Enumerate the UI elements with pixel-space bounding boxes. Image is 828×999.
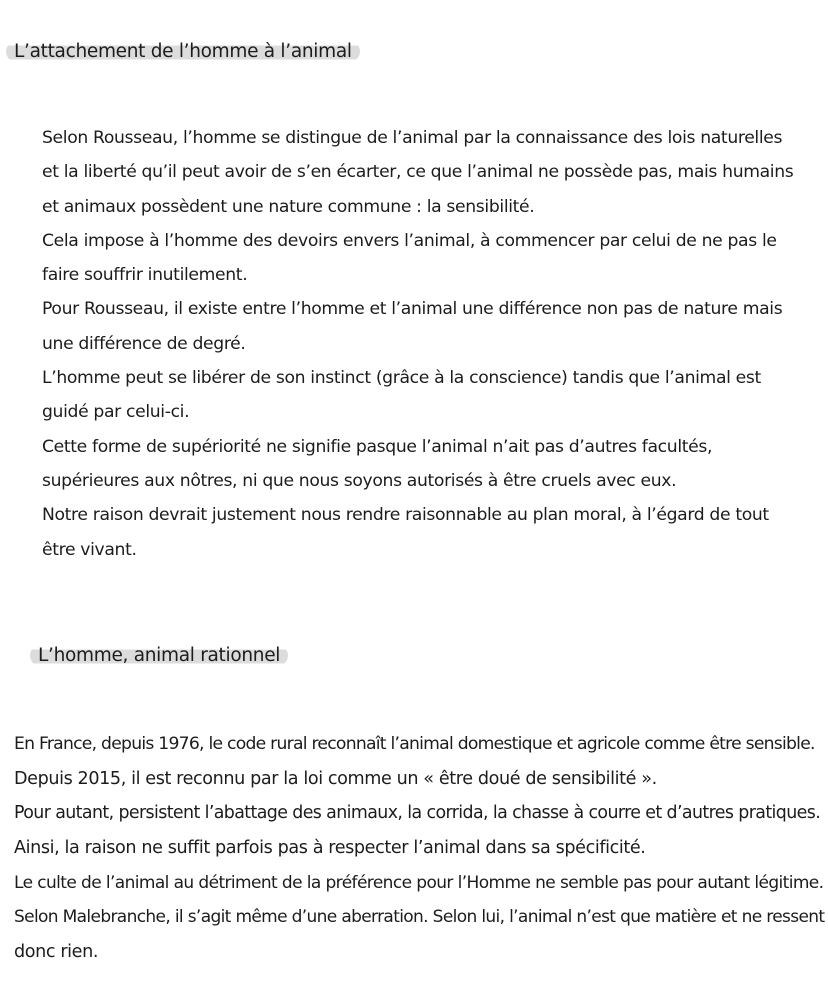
paragraph-line: Cette forme de supériorité ne signifie pasque l’animal n’ait pas d’autres facultés, <box>42 436 713 457</box>
paragraph-line: être vivant. <box>42 539 137 560</box>
section-2-body <box>14 727 824 970</box>
paragraph-line: une différence de degré. <box>42 333 246 354</box>
paragraph-line: Depuis 2015, il est reconnu par la loi comme un « être doué de sensibilité ». <box>14 768 657 789</box>
section-1-title: L’attachement de l’homme à l’animal <box>6 41 360 62</box>
paragraph-line: Pour autant, persistent l’abattage des animaux, la corrida, la chasse à courre et d’autres pratiques. <box>14 803 821 824</box>
paragraph-line: Selon Rousseau, l’homme se distingue de l’animal par la connaissance des lois naturelles <box>42 128 783 148</box>
paragraph-line: donc rien. <box>14 942 99 963</box>
paragraph-line: En France, depuis 1976, le code rural reconnaît l’animal domestique et agricole comme être sensible. <box>14 734 815 754</box>
section-2-heading <box>30 644 288 668</box>
paragraph-line: Pour Rousseau, il existe entre l’homme et l’animal une différence non pas de nature mais <box>42 299 783 320</box>
paragraph-line: Le culte de l’animal au détriment de la préférence pour l’Homme ne semble pas pour autant légitime. <box>14 872 824 893</box>
section-1-heading <box>6 40 360 64</box>
paragraph-line: L’homme peut se libérer de son instinct (grâce à la conscience) tandis que l’animal est <box>42 368 761 389</box>
section-2-title: L’homme, animal rationnel <box>30 645 288 666</box>
paragraph-line: Selon Malebranche, il s’agit même d’une aberration. Selon lui, l’animal n’est que matière et ne ressent <box>14 907 825 928</box>
paragraph-line: et animaux possèdent une nature commune : la sensibilité. <box>42 196 535 217</box>
paragraph-line: faire souffrir inutilement. <box>42 265 248 286</box>
paragraph-line: guidé par celui-ci. <box>42 402 190 423</box>
paragraph-line: Cela impose à l’homme des devoirs envers l’animal, à commencer par celui de ne pas le <box>42 230 777 251</box>
paragraph-line: Ainsi, la raison ne suffit parfois pas à respecter l’animal dans sa spécificité. <box>14 838 646 859</box>
paragraph-line: supérieures aux nôtres, ni que nous soyons autorisés à être cruels avec eux. <box>42 470 677 491</box>
paragraph-line: Notre raison devrait justement nous rendre raisonnable au plan moral, à l’égard de tout <box>42 505 769 526</box>
section-1-body <box>42 121 802 567</box>
paragraph-line: et la liberté qu’il peut avoir de s’en écarter, ce que l’animal ne possède pas, mais humains <box>42 162 794 183</box>
